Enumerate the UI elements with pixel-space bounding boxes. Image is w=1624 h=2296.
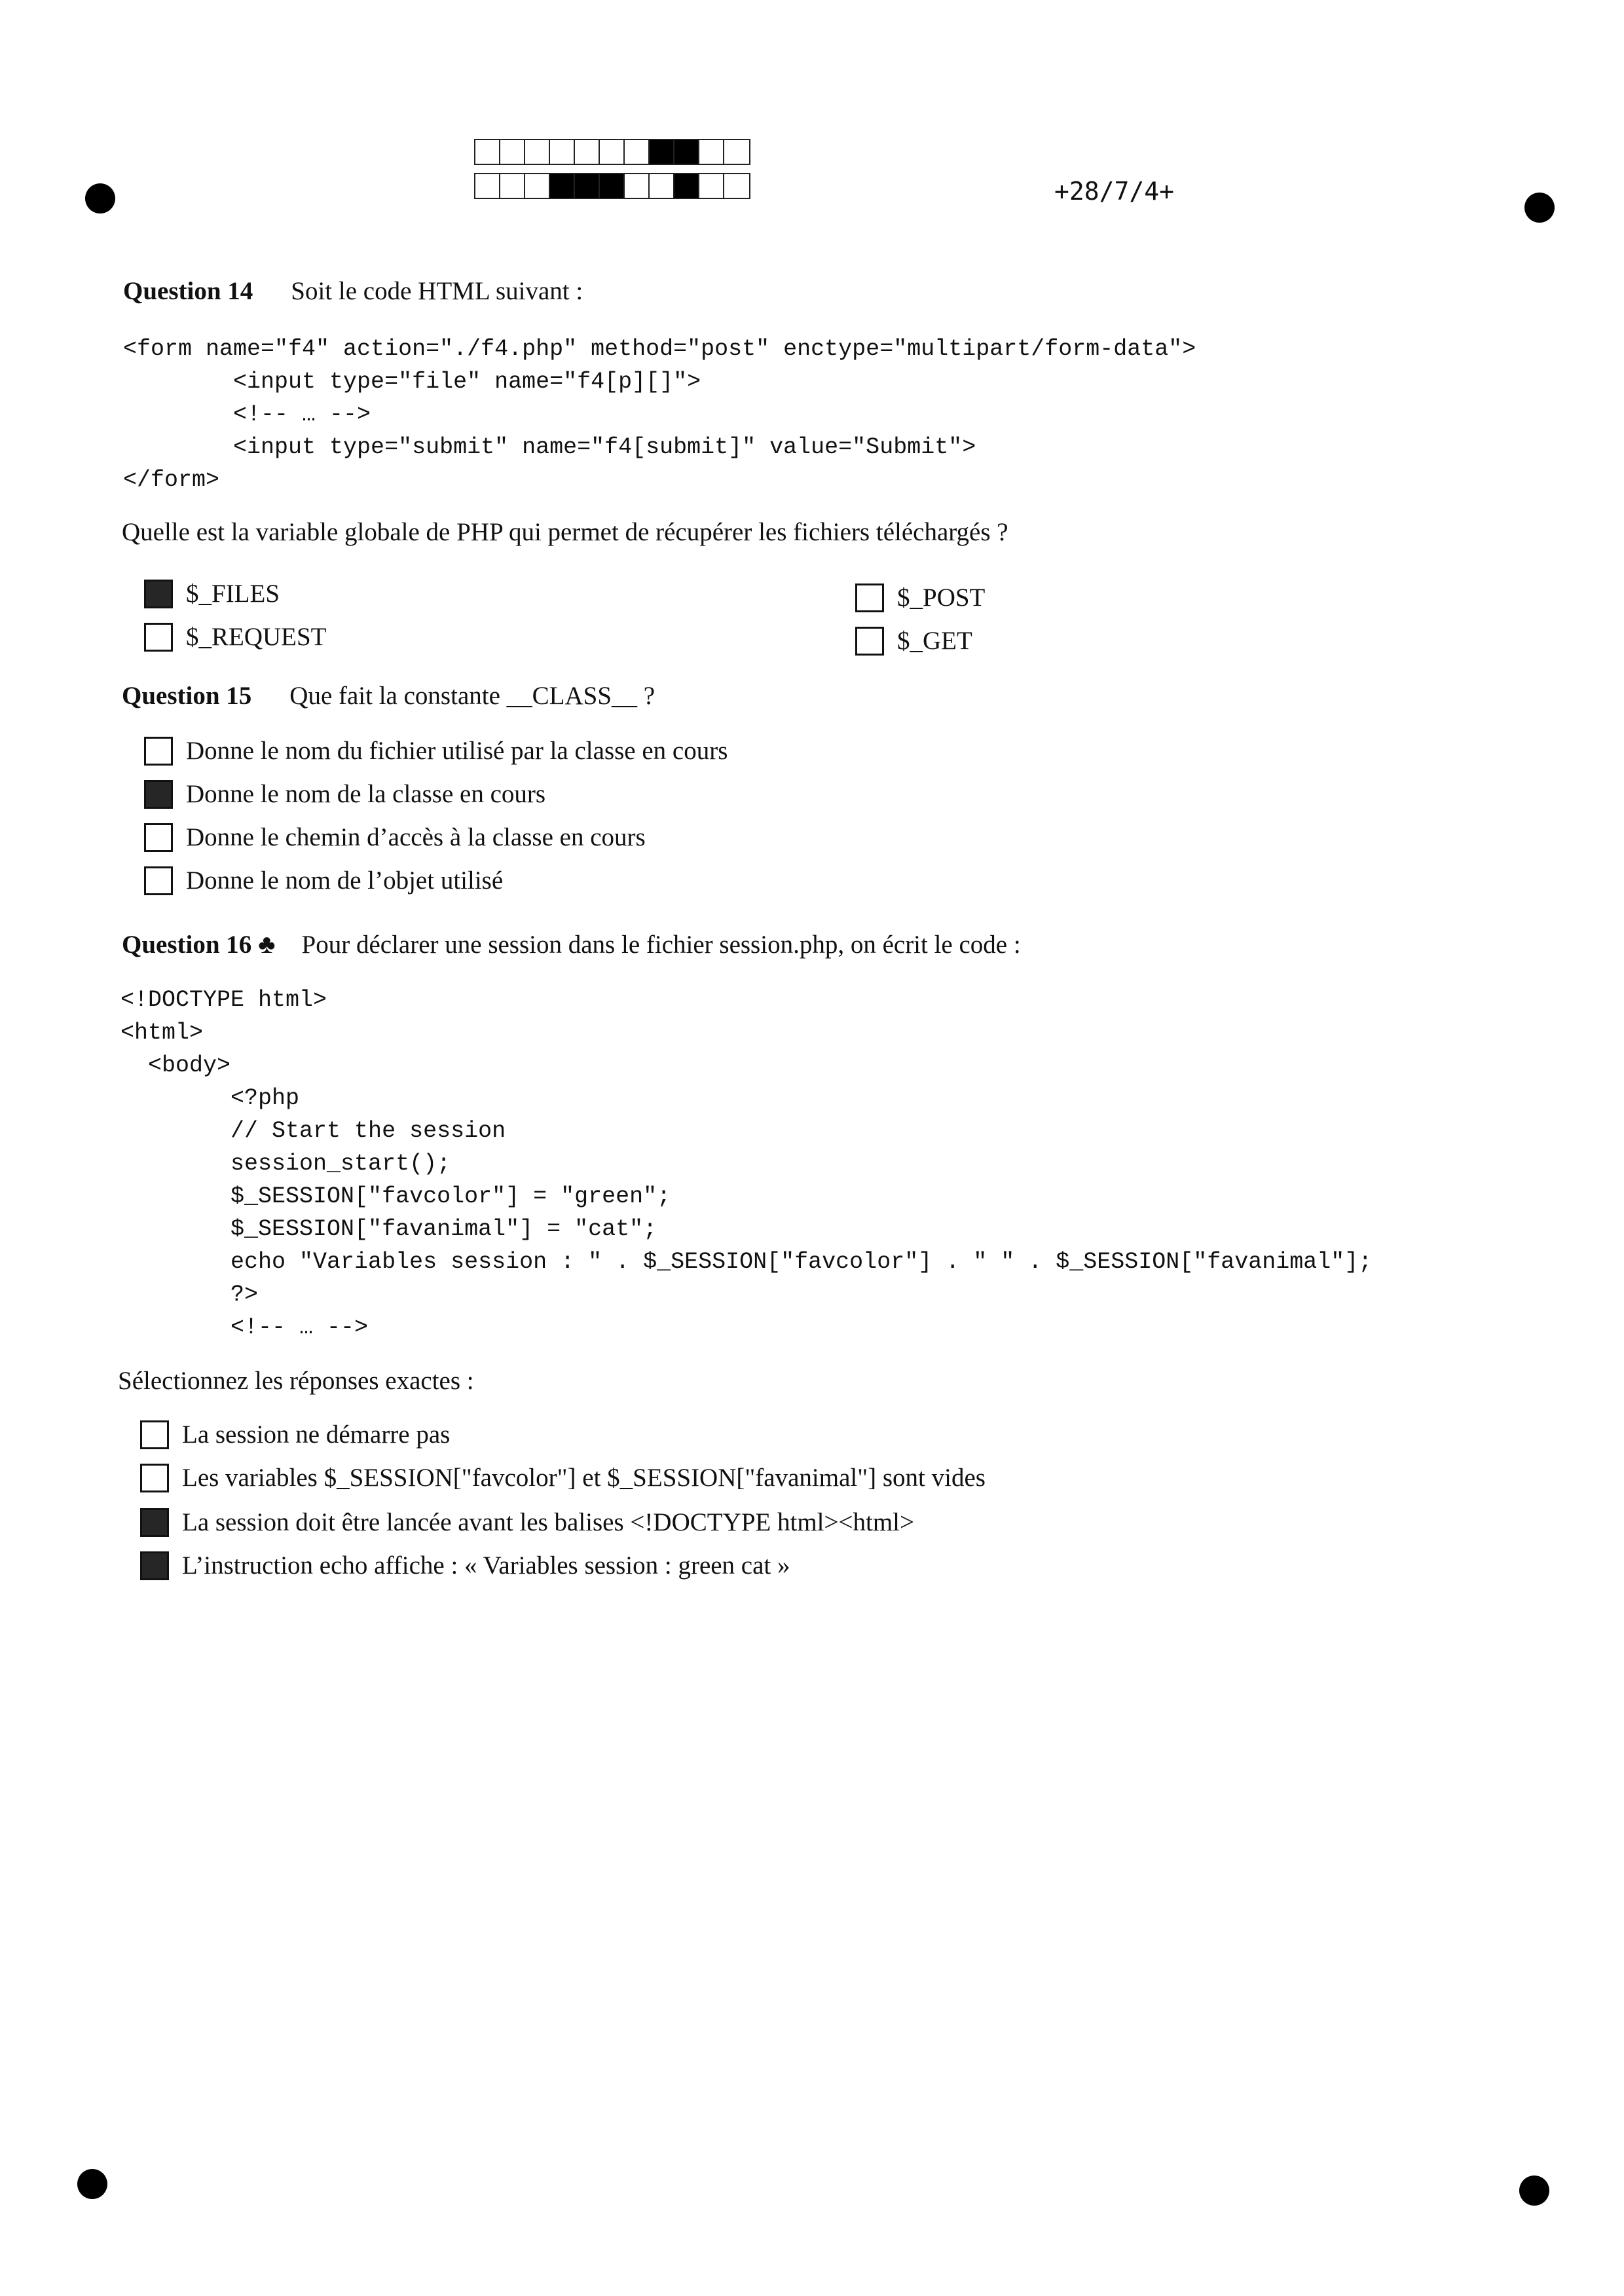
registration-mark-bottom-left [77,2169,107,2199]
q16-option-label: Les variables $_SESSION["favcolor"] et $_SESSION["favanimal"] sont vides [182,1464,986,1492]
barcode-cell [724,140,749,164]
barcode-cell [600,174,625,198]
question-16-label: Question 16 [122,931,252,959]
barcode-cell [500,140,525,164]
q15-option-4[interactable] [144,866,503,895]
barcode-cell [525,174,550,198]
q16-option-1[interactable] [140,1420,450,1449]
barcode-cell [674,174,699,198]
q16-option-label: La session ne démarre pas [182,1420,451,1449]
question-16-text: Pour déclarer une session dans le fichier session.php, on écrit le code : [301,931,1021,959]
question-15-label: Question 15 [122,682,252,710]
q16-option-label: L’instruction echo affiche : « Variables session : green cat » [182,1551,790,1580]
q16-option-checkbox[interactable] [140,1508,169,1537]
barcode-cell [674,140,699,164]
q14-option-label: $_REQUEST [186,623,327,651]
page-id: +28/7/4+ [1054,177,1175,206]
q15-option-label: Donne le nom de l’objet utilisé [186,866,504,895]
q14-option-checkbox[interactable] [144,580,173,608]
barcode-cell [500,174,525,198]
registration-mark-top-right [1524,193,1555,223]
q16-option-checkbox[interactable] [140,1464,169,1492]
q14-option-request[interactable] [144,622,327,652]
q16-option-checkbox[interactable] [140,1420,169,1449]
barcode-cell [475,140,500,164]
barcode-row-2 [474,173,750,199]
q14-option-checkbox[interactable] [855,627,884,656]
q15-option-label: Donne le nom de la classe en cours [186,780,546,808]
q14-option-post[interactable] [855,583,985,612]
q15-option-checkbox[interactable] [144,780,173,809]
barcode-cell [550,140,575,164]
question-14-title [123,276,583,306]
barcode-cell [650,140,674,164]
barcode-cell [575,140,600,164]
barcode-row-1 [474,139,750,165]
q16-option-checkbox[interactable] [140,1551,169,1580]
q16-option-4[interactable] [140,1551,790,1580]
question-16-code: <!DOCTYPE html> <html> <body> <?php // Start the session session_start(); $_SESSION["favcolor"] = "green"; $_SESSION["favanimal"] = "cat"; echo "Variables session : " . $_SESSION["favcolor"] . " " . $_SESSION["favanimal"]; ?> <!-- … --> [120,987,1373,1341]
q15-option-checkbox[interactable] [144,737,173,766]
barcode-cell [550,174,575,198]
question-15-text: Que fait la constante __CLASS__ ? [289,682,655,710]
q15-option-1[interactable] [144,736,728,766]
q14-option-label: $_POST [897,583,986,612]
q14-option-checkbox[interactable] [144,623,173,652]
question-16-title [122,929,1021,959]
registration-mark-bottom-right [1519,2176,1549,2206]
question-14-text: Soit le code HTML suivant : [291,277,583,305]
q15-option-label: Donne le chemin d’accès à la classe en cours [186,823,646,851]
q15-option-checkbox[interactable] [144,823,173,852]
question-14-label: Question 14 [123,277,253,305]
q16-option-2[interactable] [140,1463,986,1492]
barcode-cell [475,174,500,198]
barcode-cell [625,140,650,164]
q14-option-label: $_GET [897,627,972,655]
club-icon: ♣ [258,929,276,959]
q15-option-3[interactable] [144,823,646,852]
barcode-cell [699,174,724,198]
barcode-cell [724,174,749,198]
q14-option-label: $_FILES [186,580,280,608]
q16-option-label: La session doit être lancée avant les balises <!DOCTYPE html><html> [182,1508,914,1536]
barcode-cell [575,174,600,198]
q14-option-checkbox[interactable] [855,583,884,612]
q15-option-label: Donne le nom du fichier utilisé par la classe en cours [186,737,728,765]
barcode-cell [625,174,650,198]
q16-option-3[interactable] [140,1508,914,1537]
q15-option-2[interactable] [144,779,545,809]
question-16-prompt: Sélectionnez les réponses exactes : [118,1367,474,1395]
question-15-title [122,681,655,711]
barcode-cell [650,174,674,198]
barcode-cell [600,140,625,164]
q14-option-get[interactable] [855,626,972,656]
question-14-prompt: Quelle est la variable globale de PHP qui permet de récupérer les fichiers téléchargés ? [122,518,1008,546]
q15-option-checkbox[interactable] [144,866,173,895]
q14-option-files[interactable] [144,579,280,608]
barcode-cell [525,140,550,164]
registration-mark-top-left [85,183,115,213]
question-14-code: <form name="f4" action="./f4.php" method="post" enctype="multipart/form-data"> <input type="file" name="f4[p][]"> <!-- … --> <input type="submit" name="f4[submit]" value="Submit"> </form> [123,336,1196,493]
barcode-cell [699,140,724,164]
